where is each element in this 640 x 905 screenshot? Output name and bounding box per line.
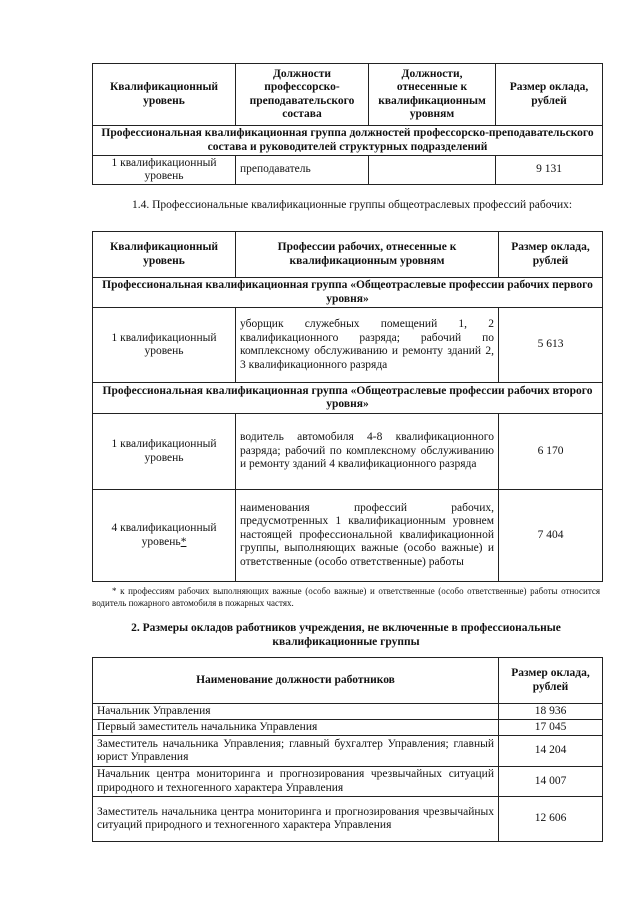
cell-position-name: Заместитель начальника Управления; главный бухгалтер Управления; главный юрист Управления — [93, 736, 499, 767]
cell-level: 1 квалификационный уровень — [93, 414, 236, 490]
cell-position-name: Начальник центра мониторинга и прогнозирования чрезвычайных ситуаций природного и техногенного характера Управления — [93, 767, 499, 797]
table-unclassified-positions — [92, 657, 603, 842]
cell-salary: 17 045 — [499, 720, 603, 736]
group-title-second-level: Профессиональная квалификационная группа «Общеотраслевые профессии рабочих второго уровня» — [93, 383, 603, 414]
table-row — [93, 704, 603, 720]
table-row — [93, 797, 603, 842]
table-row — [93, 767, 603, 797]
header-professions: Профессии рабочих, отнесенные к квалификационным уровням — [236, 232, 499, 278]
cell-salary: 5 613 — [499, 308, 603, 383]
section-2-title: 2. Размеры окладов работников учреждения, не включенные в профессиональные квалификационные группы — [131, 622, 561, 648]
footnote-text: * к профессиям рабочих выполняющих важные (особо важные) и ответственные (особо ответственные) работы относится водитель пожарного автомобиля в пожарных частях. — [92, 586, 600, 608]
cell-salary: 9 131 — [496, 156, 603, 185]
header-positions-by-level: Должности, отнесенные к квалификационным уровням — [369, 64, 496, 126]
cell-salary: 18 936 — [499, 704, 603, 720]
table-teaching-staff — [92, 63, 603, 185]
cell-other — [369, 156, 496, 185]
table-row — [93, 736, 603, 767]
section-1-4-text: 1.4. Профессиональные квалификационные группы общеотраслевых профессий рабочих: — [132, 199, 573, 211]
header-salary: Размер оклада, рублей — [499, 658, 603, 704]
cell-position-name: Заместитель начальника центра мониторинга и прогнозирования чрезвычайных ситуаций природного и техногенного характера Управления — [93, 797, 499, 842]
cell-salary: 14 007 — [499, 767, 603, 797]
cell-position-name: Начальник Управления — [93, 704, 499, 720]
cell-salary: 6 170 — [499, 414, 603, 490]
header-salary: Размер оклада, рублей — [499, 232, 603, 278]
header-teaching-positions: Должности профессорско-преподавательского состава — [236, 64, 369, 126]
header-qualification-level: Квалификационный уровень — [93, 232, 236, 278]
cell-professions: наименования профессий рабочих, предусмотренных 1 квалификационным уровнем настоящей профессиональной квалификационной группы, выполняющих важные (особо важные) и ответственные (особо ответственные) работы — [236, 490, 499, 582]
cell-salary: 14 204 — [499, 736, 603, 767]
header-salary: Размер оклада, рублей — [496, 64, 603, 126]
cell-level-text: 4 квалификационный уровень — [111, 522, 217, 548]
cell-professions: водитель автомобиля 4-8 квалификационного разряда; рабочий по комплексному обслуживанию и ремонту зданий 4 квалификационного разряда — [236, 414, 499, 490]
header-qualification-level: Квалификационный уровень — [93, 64, 236, 126]
cell-level: 1 квалификационный уровень — [93, 308, 236, 383]
cell-professions: уборщик служебных помещений 1, 2 квалификационного разряда; рабочий по комплексному обслуживанию и ремонту зданий 2, 3 квалификационного разряда — [236, 308, 499, 383]
table-row — [93, 720, 603, 736]
cell-position-name: Первый заместитель начальника Управления — [93, 720, 499, 736]
header-position-name: Наименование должности работников — [93, 658, 499, 704]
cell-salary: 7 404 — [499, 490, 603, 582]
group-title: Профессиональная квалификационная группа должностей профессорско-преподавательского состава и руководителей структурных подразделений — [93, 126, 603, 156]
table-worker-professions — [92, 231, 603, 582]
cell-level — [93, 490, 236, 582]
group-title-first-level: Профессиональная квалификационная группа «Общеотраслевые профессии рабочих первого уровня» — [93, 278, 603, 308]
cell-level: 1 квалификационный уровень — [93, 156, 236, 185]
footnote-mark[interactable]: * — [180, 535, 187, 548]
cell-position: преподаватель — [236, 156, 369, 185]
cell-salary: 12 606 — [499, 797, 603, 842]
